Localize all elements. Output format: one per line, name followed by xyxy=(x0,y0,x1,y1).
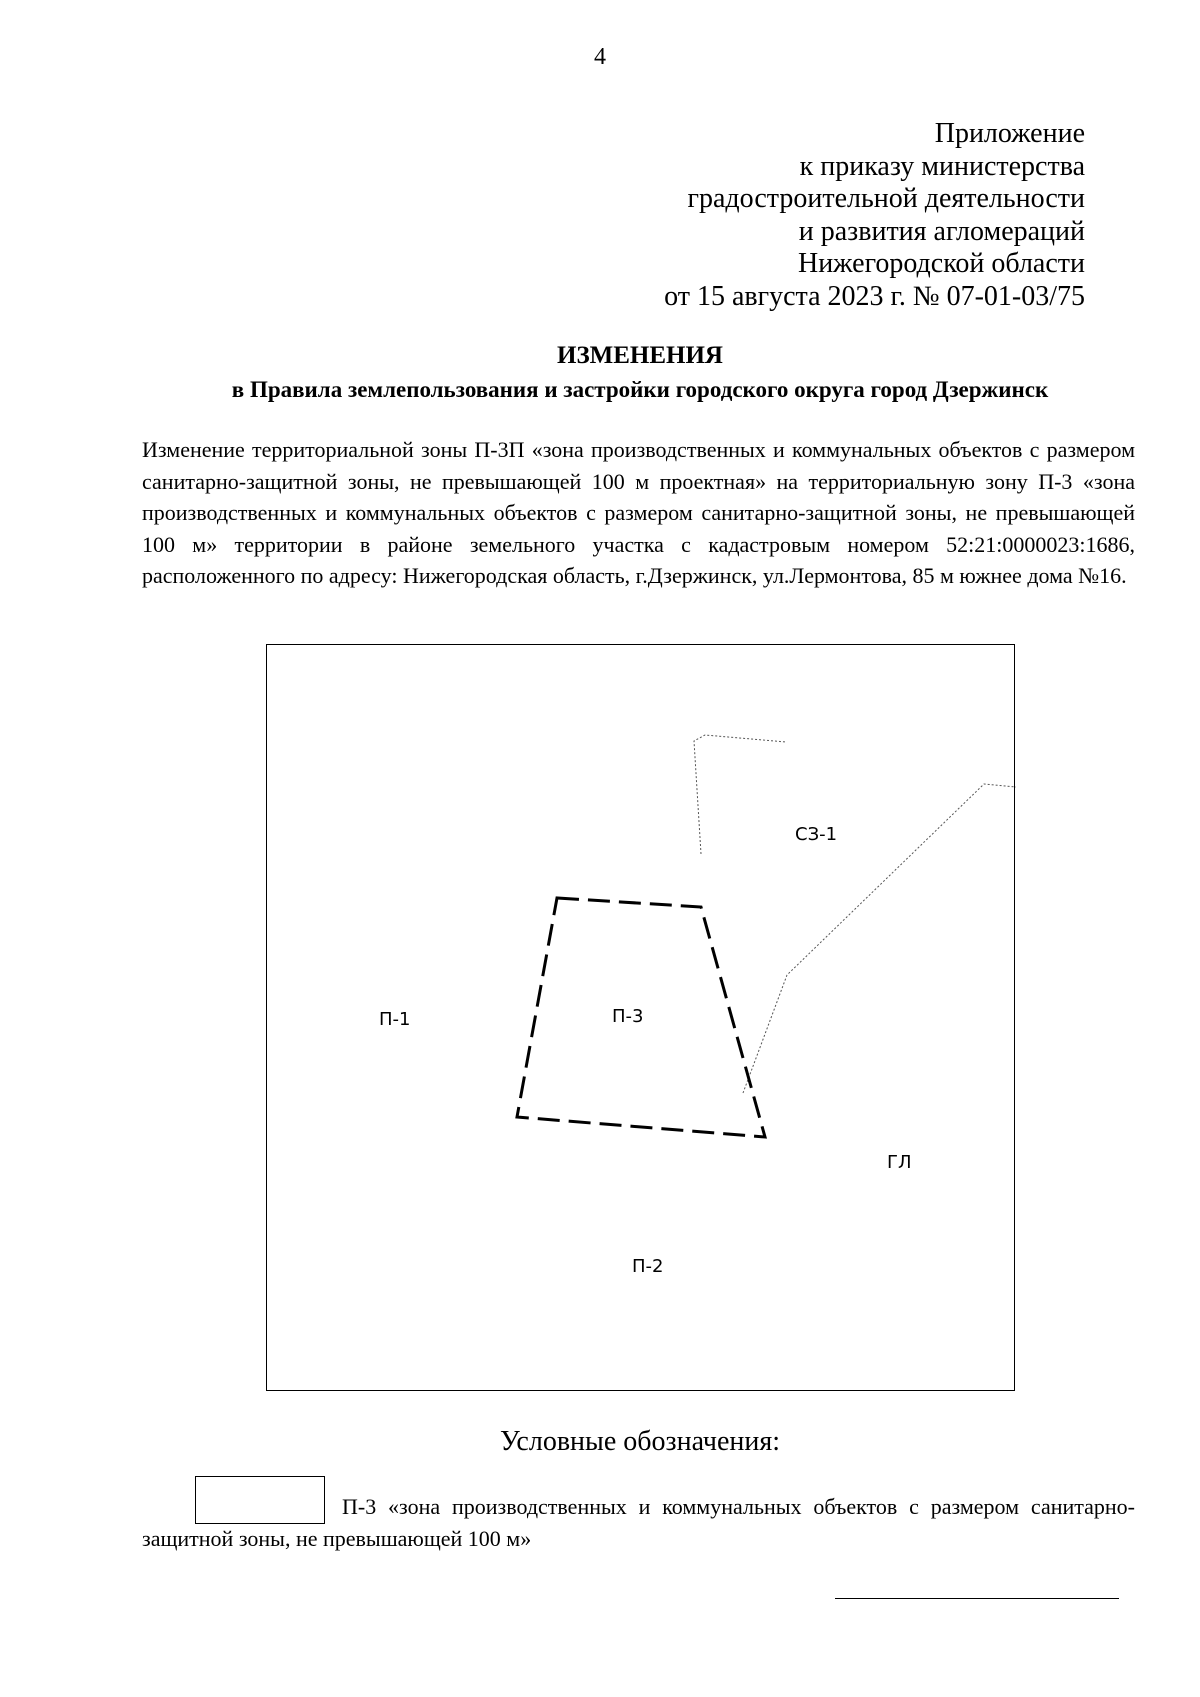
zone-map xyxy=(266,644,1015,1391)
zone-label-p1: П-1 xyxy=(379,1009,411,1030)
page-number: 4 xyxy=(594,44,606,70)
appendix-line: и развития агломераций xyxy=(798,215,1085,247)
map-drawing xyxy=(267,645,1016,1392)
zone-label-sz1: СЗ-1 xyxy=(795,824,838,845)
zone-label-p2: П-2 xyxy=(632,1256,664,1277)
document-title: ИЗМЕНЕНИЯ xyxy=(557,342,723,369)
gl-zone-boundary xyxy=(743,784,1016,1093)
zone-label-gl: ГЛ xyxy=(887,1152,912,1173)
legend-item-text: П-3 «зона производственных и коммунальных объектов с размером санитарно-защитной зоны, не превышающей 100 м» xyxy=(142,1494,1135,1551)
change-description: Изменение территориальной зоны П-3П «зона производственных и коммунальных объектов с размером санитарно-защитной зоны, не превышающей 100 м проектная» на территориальную зону П-3 «зона производственных и коммунальных объектов с размером санитарно-защитной зоны, не превышающей 100 м» территории в районе земельного участка с кадастровым номером 52:21:0000023:1686, расположенного по адресу: Нижегородская область, г.Дзержинск, ул.Лермонтова, 85 м южнее дома №16. xyxy=(142,437,1135,588)
appendix-line: от 15 августа 2023 г. № 07-01-03/75 xyxy=(664,280,1085,312)
zone-label-p3: П-3 xyxy=(612,1006,644,1027)
document-subtitle: в Правила землепользования и застройки городского округа город Дзержинск xyxy=(231,377,1049,402)
appendix-line: Нижегородской области xyxy=(797,248,1085,279)
signature-line xyxy=(835,1598,1119,1599)
appendix-line: к приказу министерства xyxy=(799,150,1085,182)
appendix-line: градостроительной деятельности xyxy=(687,183,1085,214)
legend-title: Условные обозначения: xyxy=(499,1426,781,1457)
appendix-header xyxy=(664,118,1085,313)
appendix-line: Приложение xyxy=(934,118,1085,149)
sz1-zone-boundary xyxy=(694,735,786,854)
